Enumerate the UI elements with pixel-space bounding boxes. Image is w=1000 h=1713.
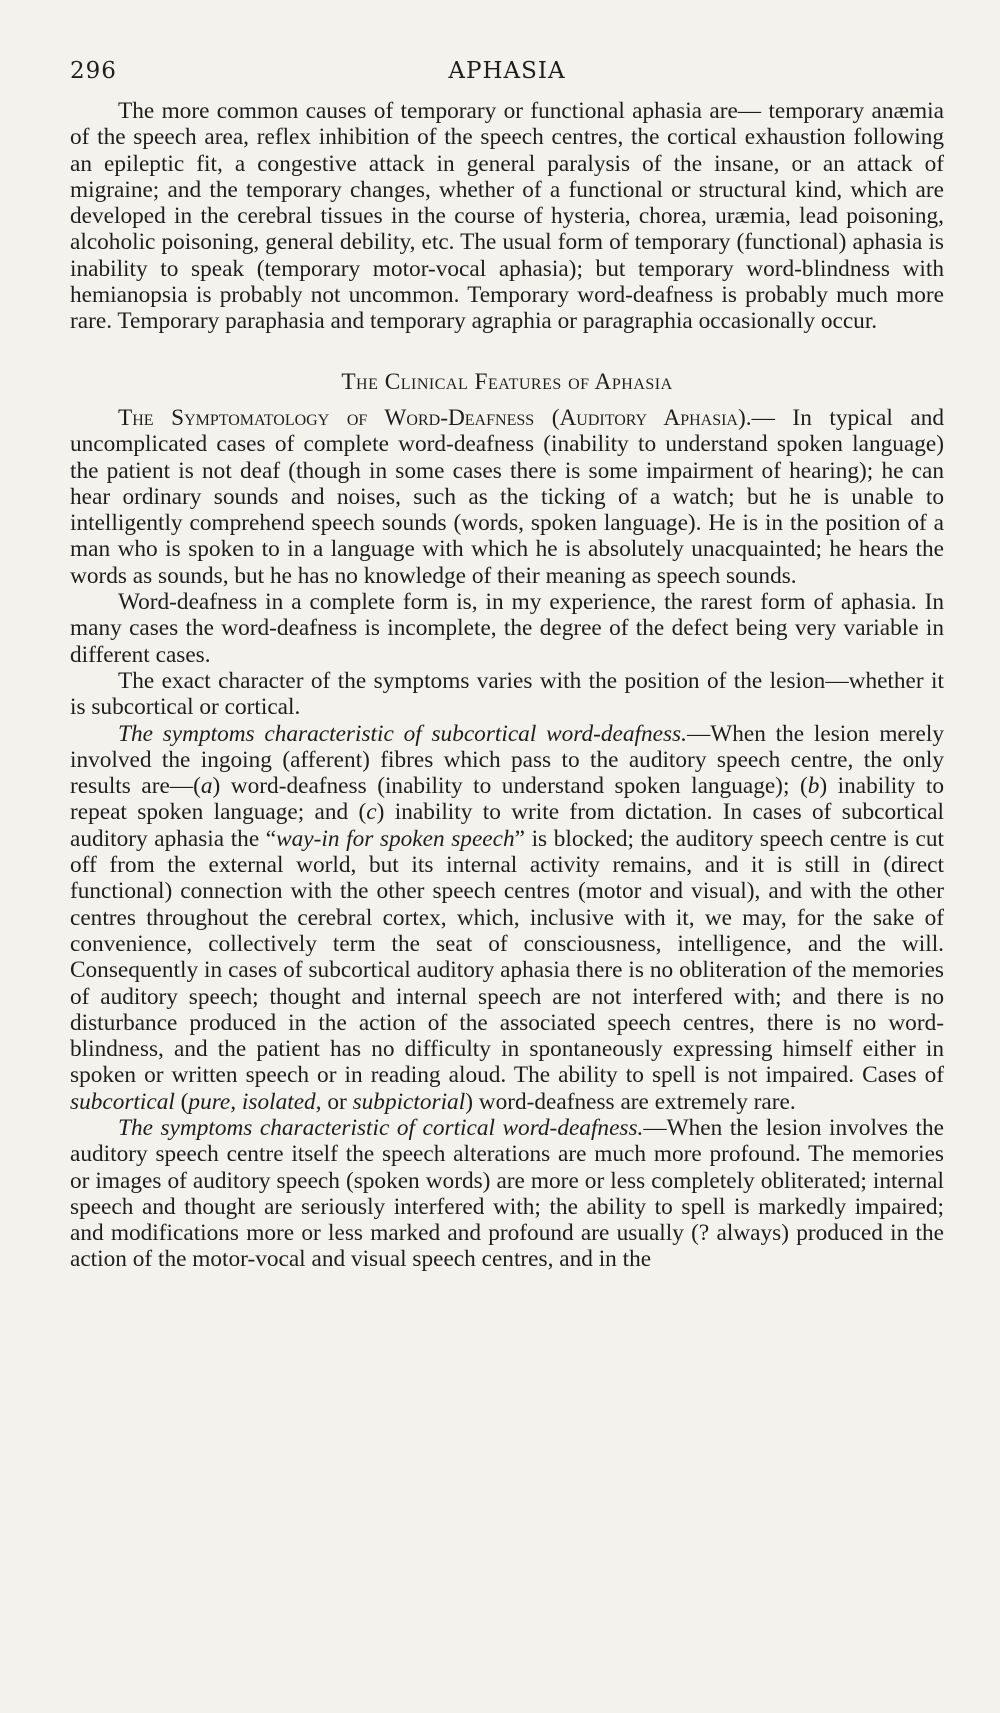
- paragraph-temporary-aphasia-causes: [70, 98, 944, 335]
- paragraph-text: —When the lesion involves the auditory speech centre itself the speech alterations are much more profound. The memories or images of auditory speech (spoken words) are more or less completely obliterated; internal speech and thought are seriously interfered with; the ability to spell is markedly impaired; and modifications more or less marked and profound are usually (? always) produced in the action of the motor-vocal and visual speech centres, and in the: [70, 1114, 944, 1273]
- paragraph-text: Word-deafness in a complete form is, in my experience, the rarest form of aphasia. In many cases the word-deafness is incomplete, the degree of the defect being very variable in different cases.: [70, 589, 944, 668]
- running-title: APHASIA: [448, 58, 566, 84]
- paragraph-text: ” is blocked; the auditory speech centre is cut off from the external world, but its internal activity remains, and it is still in (direct functional) connection with the other speech centres (motor and visual), and with the other centres throughout the cerebral cortex, which, inclusive with it, we may, for the sake of convenience, collectively term the seat of consciousness, intelligence, and the will. Consequently in cases of subcortical auditory aphasia there is no obliteration of the memories of auditory speech; thought and internal speech are not interfered with; and there is no disturbance produced in the action of the associated speech centres, there is no word-blindness, and the patient has no difficulty in spontaneously expressing himself either in spoken or written speech or in reading aloud. The ability to spell is not impaired. Cases of: [70, 825, 944, 1089]
- paragraph-word-deafness-rarity: [70, 589, 944, 668]
- paragraph-text: ) inability to write from dictation. In cases of subcortical auditory aphasia the “: [70, 799, 944, 852]
- subsection-heading-italic: The symptoms characteristic of subcortical word-deafness.: [118, 720, 687, 747]
- paragraph-text: The exact character of the symptoms varies with the position of the lesion—whether it is subcortical or cortical.: [70, 667, 944, 721]
- paragraph-cortical-word-deafness: [70, 1115, 944, 1273]
- paragraph-lesion-position: [70, 668, 944, 721]
- paragraph-text: ) word-deafness (inability to understand spoken language); (: [212, 773, 808, 800]
- page-number: 296: [70, 58, 117, 84]
- paragraph-text: (: [174, 1088, 189, 1115]
- section-heading: The Clinical Features of Aphasia: [341, 368, 673, 395]
- italic-phrase: pure, isolated,: [188, 1088, 322, 1115]
- list-letter: c: [366, 799, 377, 826]
- paragraph-word-deafness-symptomatology: [70, 405, 944, 589]
- paragraph-text: ) word-deafness are extremely rare.: [465, 1088, 796, 1115]
- paragraph-text: ) inability to repeat spoken language; and (: [70, 773, 944, 826]
- paragraph-text: — In typical and uncomplicated cases of complete word-deafness (inability to understand spoken language) the patient is not deaf (though in some cases there is some impairment of hearing); he can hear ordinary sounds and noises, such as the ticking of a watch; but he is unable to intelligently comprehend speech sounds (words, spoken language). He is in the position of a man who is spoken to in a language with which he is absolutely unacquainted; he hears the words as sounds, but he has no knowledge of their meaning as speech sounds.: [70, 404, 944, 589]
- list-letter: a: [200, 773, 213, 800]
- italic-phrase: subcortical: [70, 1088, 175, 1115]
- subsection-heading: The Symptomatology of Word-Deafness (Auditory Aphasia).: [118, 404, 752, 431]
- italic-phrase: way-in for spoken speech: [276, 825, 515, 852]
- running-head: [70, 58, 944, 98]
- paragraph-text: The more common causes of temporary or functional aphasia are— temporary anæmia of the speech area, reflex inhibition of the speech centres, the cortical exhaustion following an epileptic fit, a congestive attack in general paralysis of the insane, or an attack of migraine; and the temporary changes, whether of a functional or structural kind, which are developed in the cerebral tissues in the course of hysteria, chorea, uræmia, lead poisoning, alcoholic poisoning, general debility, etc. The usual form of temporary (functional) aphasia is inability to speak (temporary motor-vocal aphasia); but temporary word-blindness with hemianopsia is probably not uncommon. Temporary word-deafness is probably much more rare. Temporary paraphasia and temporary agraphia or paragraphia occasionally occur.: [70, 98, 944, 335]
- paragraph-subcortical-word-deafness: [70, 721, 944, 1115]
- paragraph-text: —When the lesion merely involved the ingoing (afferent) fibres which pass to the auditory speech centre, the only results are—(: [70, 720, 944, 800]
- list-letter: b: [807, 773, 820, 800]
- subsection-heading-italic: The symptoms characteristic of cortical word-deafness.: [118, 1114, 644, 1141]
- italic-phrase: subpictorial: [352, 1088, 466, 1115]
- body-text: [70, 98, 944, 1273]
- paragraph-text: or: [321, 1088, 353, 1115]
